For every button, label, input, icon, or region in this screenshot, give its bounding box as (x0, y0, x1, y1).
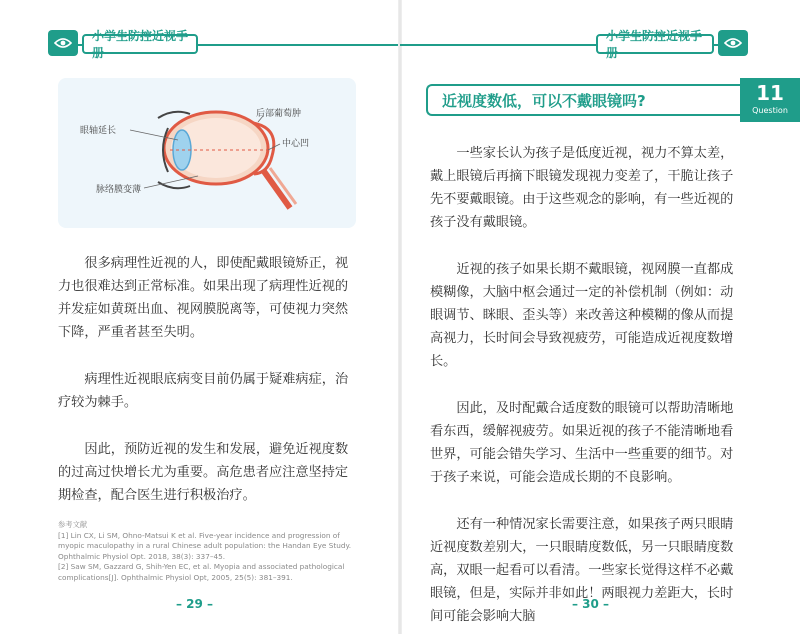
paragraph: 近视的孩子如果长期不戴眼镜，视网膜一直都成模糊像，大脑中枢会通过一定的补偿机制（例如：动眼调节、眯眼、歪头等）来改善这种模糊的像从而提高视力，长时间会导致视疲劳，可能造成近视度数增长。 (430, 262, 734, 369)
question-title: 近视度数低，可以不戴眼镜吗? (426, 84, 742, 116)
eye-icon (48, 30, 78, 56)
page-number: – 29 – (176, 597, 214, 611)
reference-line: Ophthalmic Physiol Opt. 2018, 38(3): 337–45. (58, 551, 226, 561)
page-number: – 30 – (572, 597, 610, 611)
left-body (58, 252, 358, 507)
header-title: 小学生防控近视手册 (82, 34, 198, 54)
header-title: 小学生防控近视手册 (596, 34, 714, 54)
eye-icon (718, 30, 748, 56)
label-choroid-thinning: 脉络膜变薄 (96, 185, 142, 195)
right-body (430, 142, 742, 628)
question-label: Question (752, 106, 788, 115)
paragraph: 一些家长认为孩子是低度近视，视力不算太差，戴上眼镜后再摘下眼镜发现视力变差了，干脆让孩子先不要戴眼镜。由于这些观念的影响，有一些近视的孩子没有戴眼镜。 (430, 146, 734, 230)
reference-line: [2] Saw SM, Gazzard G, Shih-Yen EC, et al. Myopia and associated pathological (58, 562, 345, 571)
reference-line: myopic maculopathy in a rural Chinese adult population: the Handan Eye Study. (58, 541, 352, 550)
eye-diagram (58, 78, 356, 228)
paragraph: 病理性近视眼底病变目前仍属于疑难病症，治疗较为棘手。 (58, 372, 349, 410)
question-number: 11 (756, 81, 784, 105)
paragraph: 很多病理性近视的人，即使配戴眼镜矫正，视力也很难达到正常标准。如果出现了病理性近视的并发症如黄斑出血、视网膜脱离等，可使视力突然下降，严重者甚至失明。 (58, 256, 349, 340)
label-posterior-staphyloma: 后部葡萄肿 (256, 109, 302, 119)
paragraph: 因此，预防近视的发生和发展，避免近视度数的过高过快增长尤为重要。高危患者应注意坚持定期检查，配合医生进行积极治疗。 (58, 442, 349, 503)
eye-illustration (58, 78, 356, 228)
right-page (400, 0, 800, 634)
paragraph: 还有一种情况家长需要注意，如果孩子两只眼睛近视度数差别大，一只眼睛度数低，另一只眼睛度数高，双眼一起看可以看清。一些家长觉得这样不必戴眼镜，但是，实际并非如此！两眼视力差距大，长时间可能会影响大脑 (430, 517, 734, 624)
label-axis-elongation: 眼轴延长 (80, 126, 117, 136)
paragraph: 因此，及时配戴合适度数的眼镜可以帮助清晰地看东西，缓解视疲劳。如果近视的孩子不能清晰地看世界，可能会错失学习、生活中一些重要的细节。对于孩子来说，可能会造成长期的不良影响。 (430, 401, 734, 485)
references (58, 520, 358, 583)
reference-line: [1] Lin CX, Li SM, Ohno-Matsui K et al. Five-year incidence and progression of (58, 530, 340, 540)
reference-line: complications[J]. Ophthalmic Physiol Opt, 2005, 25(5): 381–391. (58, 572, 293, 582)
references-heading: 参考文献 (58, 520, 88, 529)
question-badge (740, 78, 800, 122)
label-fovea: 中心凹 (282, 139, 310, 149)
